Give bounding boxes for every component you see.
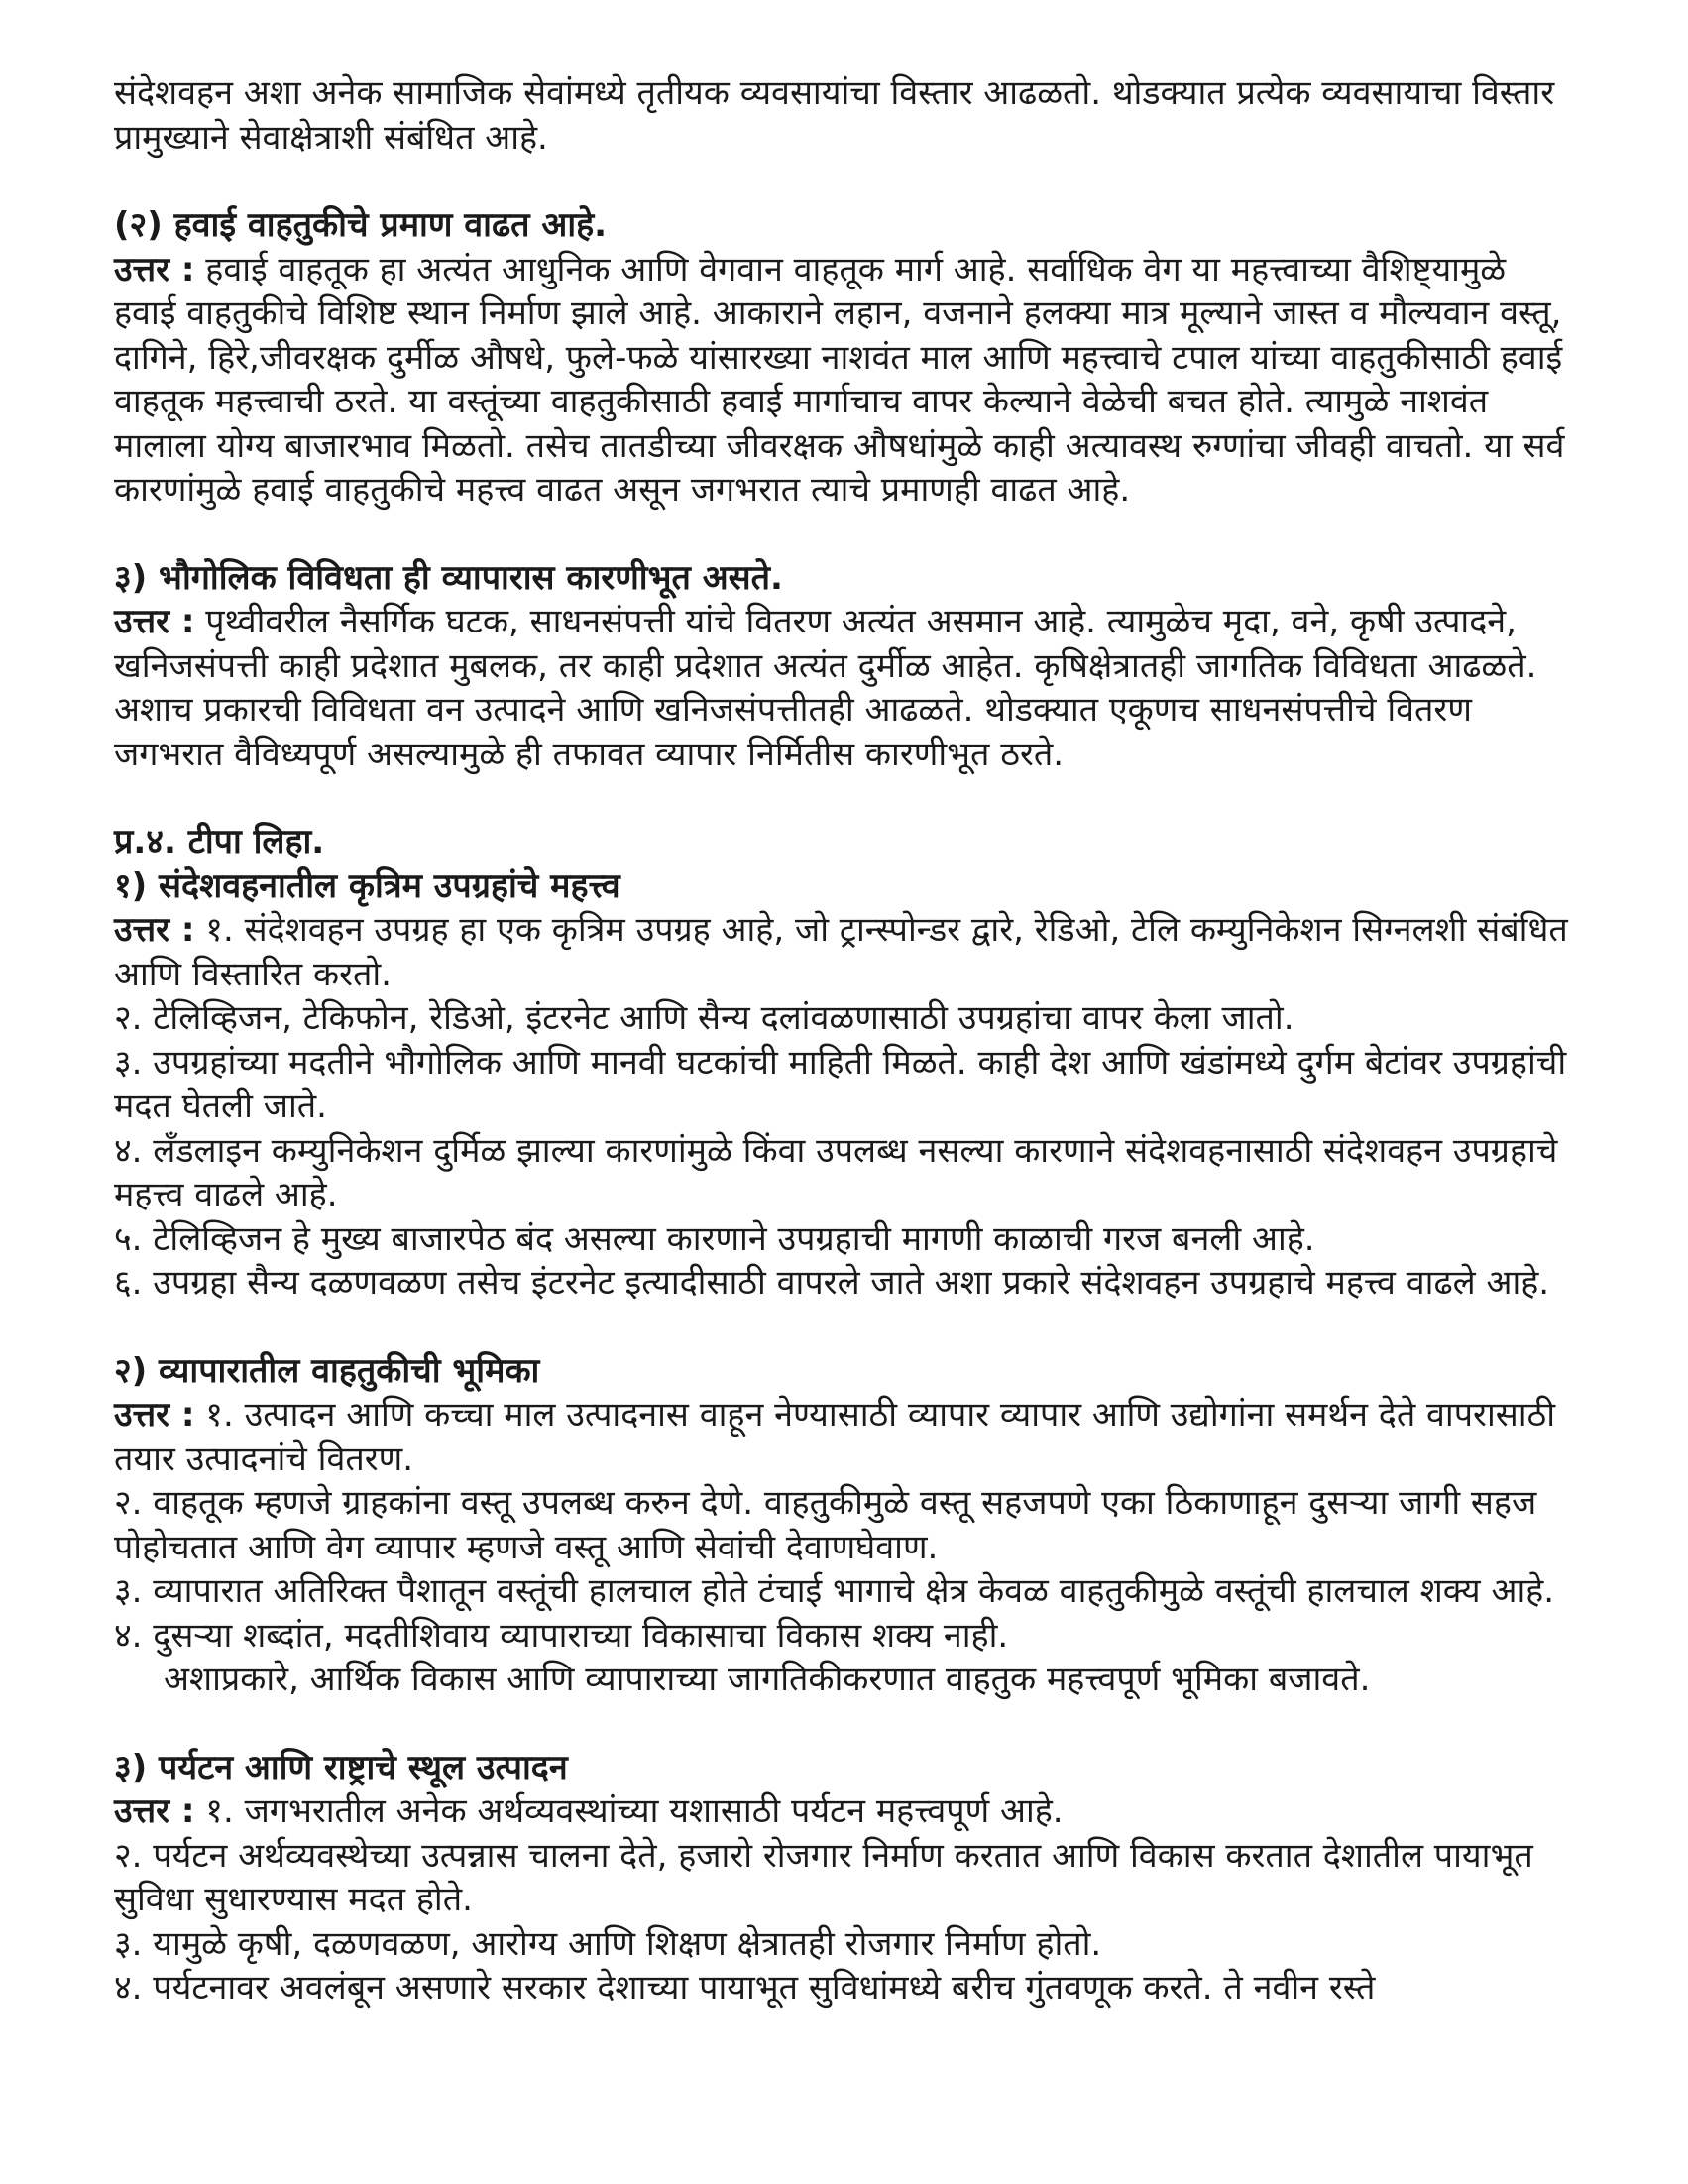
section-2-answer-text: हवाई वाहतूक हा अत्यंत आधुनिक आणि वेगवान वाहतूक मार्ग आहे. सर्वाधिक वेग या महत्त्वाच्या वैशिष्ट्यामुळे हवाई वाहतुकीचे विशिष्ट स्थान निर्माण झाले आहे. आकाराने लहान, वजनाने हलक्या मात्र मूल्याने जास्त व मौल्यवान वस्तू, दागिने, हिरे,जीवरक्षक दुर्मीळ औषधे, फुले-फळे यांसारख्या नाशवंत माल आणि महत्त्वाचे टपाल यांच्या वाहतुकीसाठी हवाई वाहतूक महत्त्वाची ठरते. या वस्तूंच्या वाहतुकीसाठी हवाई मार्गाचाच वापर केल्याने वेळेची बचत होते. त्यामुळे नाशवंत मालाला योग्य बाजारभाव मिळतो. तसेच तातडीच्या जीवरक्षक औषधांमुळे काही अत्यावस्थ रुग्णांचा जीवही वाचतो. या सर्व कारणांमुळे हवाई वाहतुकीचे महत्त्व वाढत असून जगभरात त्याचे प्रमाणही वाढत आहे. [114,249,1565,510]
note-2-point-4: ४. दुसऱ्या शब्दांत, मदतीशिवाय व्यापाराच्या विकासाचा विकास शक्य नाही. [114,1615,1009,1656]
intro-paragraph: संदेशवहन अशा अनेक सामाजिक सेवांमध्ये तृतीयक व्यवसायांचा विस्तार आढळतो. थोडक्यात प्रत्येक व्यवसायाचा विस्तार प्रामुख्याने सेवाक्षेत्राशी संबंधित आहे. [114,73,1555,158]
note-1-point-1 [114,908,1571,996]
answer-label: उत्तर : [114,602,195,641]
spacer [114,513,1571,556]
answer-label: उत्तर : [114,910,195,950]
document-page [114,71,1571,2011]
section-3-answer [114,600,1571,776]
spacer [114,776,1571,820]
note-3-heading: ३) पर्यटन आणि राष्ट्राचे स्थूल उत्पादन [114,1747,568,1787]
note-3-point-2: २. पर्यटन अर्थव्यवस्थेच्या उत्पन्नास चालना देते, हजारो रोजगार निर्माण करतात आणि विकास करतात देशातील पायाभूत सुविधा सुधारण्यास मदत होते. [114,1835,1533,1919]
note-1-point-2: २. टेलिव्हिजन, टेकिफोन, रेडिओ, इंटरनेट आणि सैन्य दलांवळणासाठी उपग्रहांचा वापर केला जातो. [114,998,1294,1038]
note-1-point-6: ६. उपग्रहा सैन्य दळणवळण तसेच इंटरनेट इत्यादीसाठी वापरले जाते अशा प्रकारे संदेशवहन उपग्रहाचे महत्त्व वाढले आहे. [114,1263,1550,1303]
note-2-heading: २) व्यापारातील वाहतुकीची भूमिका [114,1350,540,1391]
section-2-heading: (२) हवाई वाहतुकीचे प्रमाण वाढत आहे. [114,205,608,245]
spacer [114,1702,1571,1746]
note-1-point-3: ३. उपग्रहांच्या मदतीने भौगोलिक आणि मानवी घटकांची माहिती मिळते. काही देश आणि खंडांमध्ये दुर्गम बेटांवर उपग्रहांची मदत घेतली जाते. [114,1042,1567,1126]
answer-label: उत्तर : [114,249,195,289]
note-3-point-1-text: १. जगभरातील अनेक अर्थव्यवस्थांच्या यशासाठी पर्यटन महत्त्वपूर्ण आहे. [205,1791,1064,1831]
answer-label: उत्तर : [114,1395,195,1435]
question-4-heading: प्र.४. टीपा लिहा. [114,822,325,862]
note-2-point-3: ३. व्यापारात अतिरिक्त पैशातून वस्तूंची हालचाल होते टंचाई भागाचे क्षेत्र केवळ वाहतुकीमुळे वस्तूंची हालचाल शक्य आहे. [114,1571,1555,1611]
spacer [114,160,1571,203]
note-1-heading: १) संदेशवहनातील कृत्रिम उपग्रहांचे महत्त्व [114,865,620,906]
note-1-point-4: ४. लँडलाइन कम्युनिकेशन दुर्मिळ झाल्या कारणांमुळे किंवा उपलब्ध नसल्या कारणाने संदेशवहनासाठी संदेशवहन उपग्रहाचे महत्त्व वाढले आहे. [114,1130,1558,1214]
note-3-point-1 [114,1789,1571,1834]
section-3-answer-text: पृथ्वीवरील नैसर्गिक घटक, साधनसंपत्ती यांचे वितरण अत्यंत असमान आहे. त्यामुळेच मृदा, वने, कृषी उत्पादने, खनिजसंपत्ती काही प्रदेशात मुबलक, तर काही प्रदेशात अत्यंत दुर्मीळ आहेत. कृषिक्षेत्रातही जागतिक विविधता आढळते. अशाच प्रकारची विविधता वन उत्पादने आणि खनिजसंपत्तीतही आढळते. थोडक्यात एकूणच साधनसंपत्तीचे वितरण जगभरात वैविध्यपूर्ण असल्यामुळे ही तफावत व्यापार निर्मितीस कारणीभूत ठरते. [114,602,1537,774]
note-2-point-2: २. वाहतूक म्हणजे ग्राहकांना वस्तू उपलब्ध करुन देणे. वाहतुकीमुळे वस्तू सहजपणे एका ठिकाणाहून दुसऱ्या जागी सहज पोहोचतात आणि वेग व्यापार म्हणजे वस्तू आणि सेवांची देवाणघेवाण. [114,1483,1537,1567]
note-2-point-1-text: १. उत्पादन आणि कच्चा माल उत्पादनास वाहून नेण्यासाठी व्यापार व्यापार आणि उद्योगांना समर्थन देते वापरासाठी तयार उत्पादनांचे वितरण. [114,1395,1556,1479]
note-3-point-4: ४. पर्यटनावर अवलंबून असणारे सरकार देशाच्या पायाभूत सुविधांमध्ये बरीच गुंतवणूक करते. ते नवीन रस्ते [114,1968,1376,2008]
note-1-point-5: ५. टेलिव्हिजन हे मुख्य बाजारपेठ बंद असल्या कारणाने उपग्रहाची मागणी काळाची गरज बनली आहे. [114,1218,1315,1259]
note-2-point-1 [114,1393,1571,1481]
note-3-point-3: ३. यामुळे कृषी, दळणवळण, आरोग्य आणि शिक्षण क्षेत्रातही रोजगार निर्माण होतो. [114,1923,1102,1964]
answer-label: उत्तर : [114,1791,195,1831]
section-3-heading: ३) भौगोलिक विविधता ही व्यापारास कारणीभूत असते. [114,557,783,598]
note-1-point-1-text: १. संदेशवहन उपग्रह हा एक कृत्रिम उपग्रह आहे, जो ट्रान्स्पोन्डर द्वारे, रेडिओ, टेलि कम्युनिकेशन सिग्नलशी संबंधित आणि विस्तारित करतो. [114,910,1568,994]
note-2-conclusion: अशाप्रकारे, आर्थिक विकास आणि व्यापाराच्या जागतिकीकरणात वाहतुक महत्त्वपूर्ण भूमिका बजावते. [164,1660,1371,1699]
section-2-answer [114,248,1571,513]
spacer [114,1306,1571,1349]
